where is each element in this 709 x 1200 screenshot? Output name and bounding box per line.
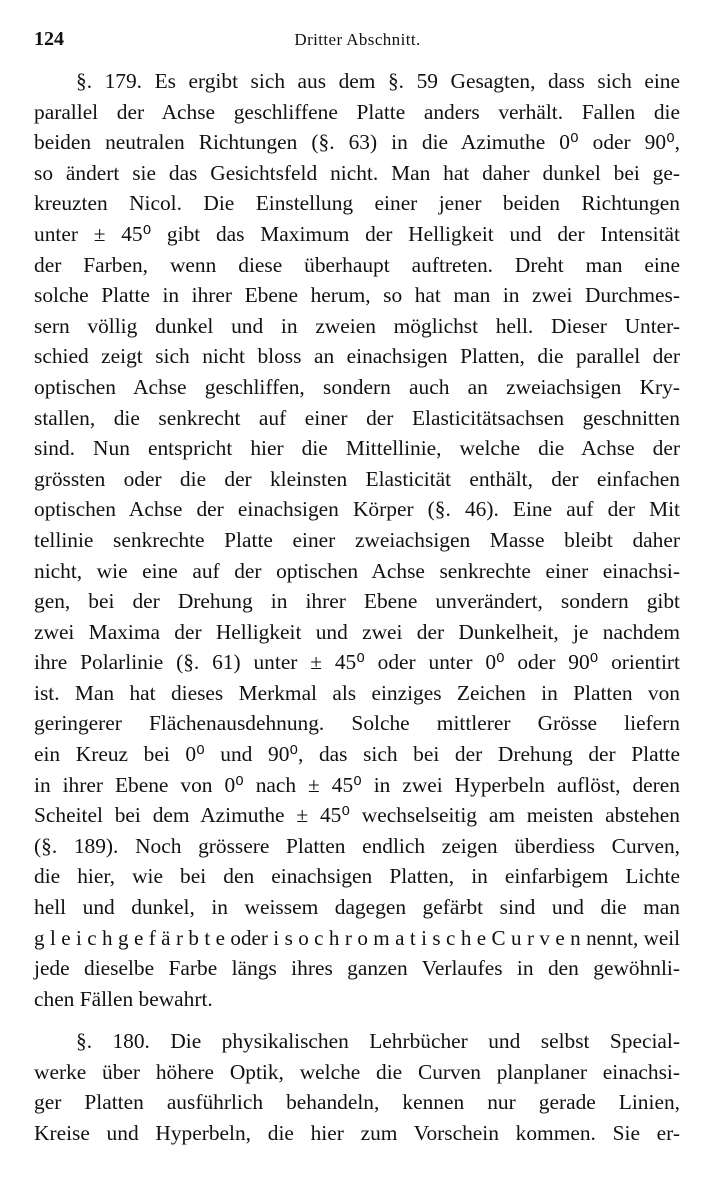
text-line: (§. 189). Noch grössere Platten endlich zeigen überdiess Curven,: [34, 833, 680, 858]
text-line: ist. Man hat dieses Merkmal als einziges Zeichen in Platten von: [34, 680, 680, 705]
text-line: chen Fällen bewahrt.: [34, 986, 213, 1011]
text-line: nicht, wie eine auf der optischen Achse senkrechte einer einachsi-: [34, 558, 680, 583]
text-line: geringerer Flächenausdehnung. Solche mittlerer Grösse liefern: [34, 711, 680, 736]
paragraph-179: [34, 66, 680, 1014]
text-line: kreuzten Nicol. Die Einstellung einer jener beiden Richtungen: [34, 191, 680, 216]
text-line: die hier, wie bei den einachsigen Platten, in einfarbigem Lichte: [34, 864, 680, 889]
text-line: Kreise und Hyperbeln, die hier zum Vorschein kommen. Sie er-: [34, 1120, 680, 1145]
text-line: parallel der Achse geschliffene Platte anders verhält. Fallen die: [34, 99, 680, 124]
running-title: Dritter Abschnitt.: [294, 30, 421, 49]
text-line: ein Kreuz bei 0⁰ und 90⁰, das sich bei der Drehung der Platte: [34, 742, 680, 767]
text-line: §. 180. Die physikalischen Lehrbücher und selbst Special-: [76, 1029, 680, 1053]
text-line: ihre Polarlinie (§. 61) unter ± 45⁰ oder unter 0⁰ oder 90⁰ orientirt: [34, 650, 680, 675]
text-line: beiden neutralen Richtungen (§. 63) in die Azimuthe 0⁰ oder 90⁰,: [34, 130, 680, 155]
text-line: unter ± 45⁰ gibt das Maximum der Helligkeit und der Intensität: [34, 221, 680, 246]
text-line: schied zeigt sich nicht bloss an einachsigen Platten, die parallel der: [34, 344, 680, 369]
text-line: ger Platten ausführlich behandeln, kennen nur gerade Linien,: [34, 1090, 680, 1115]
text-line: optischen Achse geschliffen, sondern auch an zweiachsigen Kry-: [34, 374, 680, 399]
text-line: der Farben, wenn diese überhaupt auftreten. Dreht man eine: [34, 252, 680, 277]
text-line: grössten oder die der kleinsten Elasticität enthält, der einfachen: [34, 466, 680, 491]
text-line: so ändert sie das Gesichtsfeld nicht. Man hat daher dunkel bei ge-: [34, 160, 680, 185]
running-head: [34, 28, 681, 58]
text-line: sind. Nun entspricht hier die Mittellinie, welche die Achse der: [34, 436, 680, 461]
text-line: g l e i c h g e f ä r b t e oder i s o c h r o m a t i s c h e C u r v e n nennt, weil: [34, 925, 680, 950]
text-line: §. 179. Es ergibt sich aus dem §. 59 Gesagten, dass sich eine: [76, 69, 680, 93]
text-line: in ihrer Ebene von 0⁰ nach ± 45⁰ in zwei Hyperbeln auflöst, deren: [34, 772, 680, 797]
text-line: gen, bei der Drehung in ihrer Ebene unverändert, sondern gibt: [34, 589, 680, 614]
text-line: jede dieselbe Farbe längs ihres ganzen Verlaufes in den gewöhnli-: [34, 956, 680, 981]
text-line: stallen, die senkrecht auf einer der Elasticitätsachsen geschnitten: [34, 405, 680, 430]
text-line: tellinie senkrechte Platte einer zweiachsigen Masse bleibt daher: [34, 527, 680, 552]
paragraph-180: [34, 1026, 680, 1148]
text-line: werke über höhere Optik, welche die Curven planplaner einachsi-: [34, 1059, 680, 1084]
text-line: optischen Achse der einachsigen Körper (§. 46). Eine auf der Mit: [34, 497, 680, 522]
text-line: zwei Maxima der Helligkeit und zwei der Dunkelheit, je nachdem: [34, 619, 680, 644]
text-line: solche Platte in ihrer Ebene herum, so hat man in zwei Durchmes-: [34, 283, 680, 308]
text-line: Scheitel bei dem Azimuthe ± 45⁰ wechselseitig am meisten abstehen: [34, 803, 680, 828]
text-line: sern völlig dunkel und in zweien möglichst hell. Dieser Unter-: [34, 313, 680, 338]
text-line: hell und dunkel, in weissem dagegen gefärbt sind und die man: [34, 895, 680, 920]
page-number: 124: [34, 28, 64, 50]
